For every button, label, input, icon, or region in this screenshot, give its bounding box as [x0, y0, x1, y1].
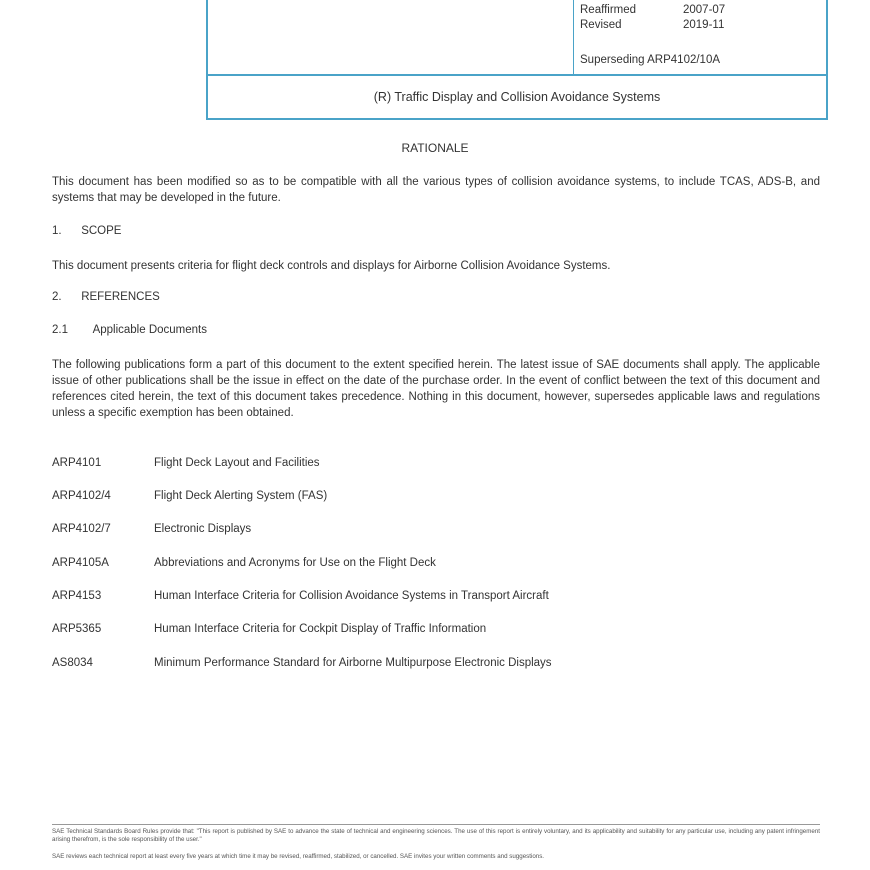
- reference-id: ARP4153: [52, 590, 102, 602]
- footer-divider: [52, 824, 820, 825]
- superseding-text: Superseding ARP4102/10A: [580, 54, 721, 66]
- section-title: REFERENCES: [81, 291, 160, 303]
- reference-title: Abbreviations and Acronyms for Use on the Flight Deck: [154, 557, 436, 569]
- reference-id: AS8034: [52, 657, 93, 669]
- section-scope-heading: [52, 225, 121, 237]
- scope-text: This document presents criteria for flight deck controls and displays for Airborne Collision Avoidance Systems.: [52, 260, 611, 272]
- reference-id: ARP5365: [52, 623, 102, 635]
- meta-label: Revised: [580, 19, 622, 31]
- reference-title: Human Interface Criteria for Cockpit Display of Traffic Information: [154, 623, 487, 635]
- document-title: (R) Traffic Display and Collision Avoidance Systems: [373, 90, 661, 104]
- reference-title: Minimum Performance Standard for Airborne Multipurpose Electronic Displays: [154, 657, 552, 669]
- footer-notice: SAE Technical Standards Board Rules provide that: "This report is published by SAE to advance the state of technical and engineering sciences. The use of this report is entirely voluntary, and its applicability and suitability for any particular use, including any patent infringement arising therefrom, is the sole responsibility of the user.": [52, 828, 820, 843]
- reference-id: ARP4101: [52, 457, 102, 469]
- section-references-heading: [52, 291, 160, 303]
- rationale-heading: RATIONALE: [401, 141, 469, 155]
- reference-id: ARP4102/7: [52, 523, 111, 535]
- meta-value: 2007-07: [683, 4, 726, 16]
- reference-id: ARP4102/4: [52, 490, 111, 502]
- reference-id: ARP4105A: [52, 557, 109, 569]
- header-divider-horizontal: [208, 74, 826, 76]
- subsection-title: Applicable Documents: [92, 324, 207, 336]
- document-header-box: [206, 0, 828, 120]
- section-number: 2.: [52, 291, 62, 303]
- meta-label: Reaffirmed: [580, 4, 637, 16]
- section-number: 1.: [52, 225, 62, 237]
- meta-value: 2019-11: [683, 19, 725, 31]
- subsection-number: 2.1: [52, 324, 68, 336]
- references-text: The following publications form a part of this document to the extent specified herein. The latest issue of SAE documents shall apply. The applicable issue of other publications shall be the issue in effect on the date of the purchase order. In the event of conflict between the text of this document and references cited herein, the text of this document takes precedence. Nothing in this document, however, supersedes applicable laws and regulations unless a specific exemption has been obtained.: [52, 359, 820, 419]
- reference-title: Human Interface Criteria for Collision Avoidance Systems in Transport Aircraft: [154, 590, 549, 602]
- section-title: SCOPE: [81, 225, 122, 237]
- footer-review-notice: SAE reviews each technical report at least every five years at which time it may be revised, reaffirmed, stabilized, or cancelled. SAE invites your written comments and suggestions.: [52, 853, 545, 860]
- reference-title: Flight Deck Alerting System (FAS): [154, 490, 328, 502]
- subsection-applicable-documents-heading: [52, 324, 207, 336]
- rationale-text: This document has been modified so as to be compatible with all the various types of collision avoidance systems, to include TCAS, ADS-B, and systems that may be developed in the future.: [52, 176, 820, 204]
- header-divider-vertical: [573, 0, 574, 74]
- reference-title: Electronic Displays: [154, 523, 252, 535]
- reference-title: Flight Deck Layout and Facilities: [154, 457, 320, 469]
